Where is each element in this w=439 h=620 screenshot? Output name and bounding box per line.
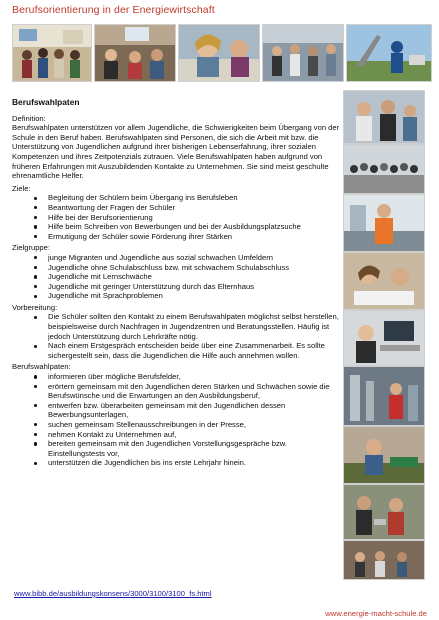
list-item: Hilfe beim Schreiben von Bewerbungen und bei der Ausbildungsplatzsuche	[48, 222, 342, 232]
berufswahlpaten-list	[12, 372, 342, 468]
section-title: Berufswahlpaten	[12, 97, 80, 107]
list-item: entwerfen bzw. überarbeiten gemeinsam mit den Jugendlichen dessen Bewerbungsunterlagen,	[48, 401, 342, 420]
photo-team-portrait	[343, 540, 425, 580]
photo-large-group	[343, 144, 425, 194]
photo-workshop-team	[343, 90, 425, 144]
list-item: erörtern gemeinsam mit den Jugendlichen deren Stärken und Schwächen sowie die Berufswünsche und die Erwartungen an den Ausbildungsberuf,	[48, 382, 342, 401]
photo-outdoor-work	[346, 24, 432, 82]
photo-computer-lab	[343, 310, 425, 366]
vorbereitung-label: Vorbereitung:	[12, 302, 58, 312]
footer-website: www.energie-macht-schule.de	[325, 609, 427, 618]
list-item: Jugendliche mit geringer Unterstützung durch das Elternhaus	[48, 282, 342, 292]
photo-student-writing	[178, 24, 260, 82]
photo-strip	[12, 24, 430, 84]
photo-industrial-plant	[343, 366, 425, 426]
list-item: unterstützen die Jugendlichen bis ins erste Lehrjahr hinein.	[48, 458, 342, 468]
ziele-label: Ziele:	[12, 183, 31, 193]
photo-group-meeting	[262, 24, 344, 82]
photo-classroom-group	[12, 24, 92, 82]
list-item: Begleitung der Schülern beim Übergang ins Berufsleben	[48, 193, 342, 203]
photo-mechanic-training	[343, 484, 425, 540]
list-item: Hilfe bei der Berufsorientierung	[48, 213, 342, 223]
list-item: Beantwortung der Fragen der Schüler	[48, 203, 342, 213]
definition-text: Berufswahlpaten unterstützen vor allem Jugendliche, die Schwierigkeiten beim Übergang von der Schule in den Beruf haben. Berufswahlpaten sind Personen, die sich die Arbeit mit bzw. die Unterstützung von Jugendlichen aufgrund ihrer bisherigen Lebenserfahrung, ihrer sozialen Kompetenzen und ihres Zeitpotenzials zutrauen. Viele Berufswahlpaten haben aufgrund von früheren Erfahrungen mit Auszubildenden Kontakte zu Unternehmen. Sie sind meist geschulte ehrenamtliche Helfer.	[12, 123, 340, 181]
vorbereitung-list	[12, 312, 342, 360]
list-item: Jugendliche mit Lernschwäche	[48, 272, 342, 282]
list-item: informieren über mögliche Berufsfelder,	[48, 372, 342, 382]
photo-classroom-discussion	[94, 24, 176, 82]
list-item: nehmen Kontakt zu Unternehmen auf,	[48, 430, 342, 440]
list-item: Ermutigung der Schüler sowie Förderung ihrer Stärken	[48, 232, 342, 242]
photo-students-reading	[343, 252, 425, 310]
berufswahlpaten-label: Berufswahlpaten:	[12, 362, 71, 372]
zielgruppe-label: Zielgruppe:	[12, 243, 50, 253]
list-item: suchen gemeinsam Stellenausschreibungen in der Presse,	[48, 420, 342, 430]
list-item: Nach einem Erstgespräch entscheiden beide über eine Zusammenarbeit. Es sollte sichergestellt sein, dass die Jugendlichen die Hilfe auch annehmen wollen.	[48, 341, 342, 360]
list-item: bereiten gemeinsam mit den Jugendlichen Vorstellungsgespräche bzw. Einstellungstests vor,	[48, 439, 342, 458]
list-item: Jugendliche mit Sprachproblemen	[48, 291, 342, 301]
photo-technician-orange	[343, 194, 425, 252]
list-item: Die Schüler sollten den Kontakt zu einem Berufswahlpaten möglichst selbst herstellen, beispielsweise durch Nachfragen in Jugendzentren und Beratungsstellen. Häufig ist jedoch Unterstützung durch Lehrkräfte nötig.	[48, 312, 342, 341]
page-header-title: Berufsorientierung in der Energiewirtschaft	[12, 4, 215, 16]
ziele-list	[12, 193, 342, 241]
source-link[interactable]: www.bibb.de/ausbildungskonsens/3000/3100/3100_fs.html	[14, 589, 212, 598]
photo-electronics-work	[343, 426, 425, 484]
definition-label: Definition:	[12, 113, 46, 123]
list-item: Jugendliche ohne Schulabschluss bzw. mit schwachem Schulabschluss	[48, 263, 342, 273]
zielgruppe-list	[12, 253, 342, 301]
main-content	[12, 98, 342, 470]
list-item: junge Migranten und Jugendliche aus sozial schwachen Umfeldern	[48, 253, 342, 263]
